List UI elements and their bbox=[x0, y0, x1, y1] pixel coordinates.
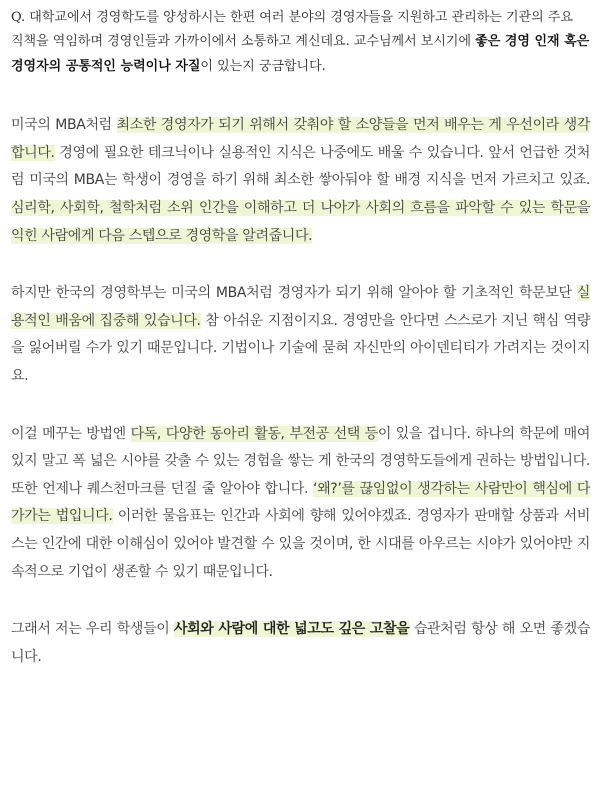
answer-text: 그래서 저는 우리 학생들이 bbox=[11, 621, 174, 638]
highlighted-text: 다독, 다양한 동아리 활동, 부전공 선택 등 bbox=[130, 425, 378, 442]
answer-text: 참 아쉬운 지점이지요. 경영만을 안다면 스스로가 지닌 핵심 역량을 잃어버릴 수가 있기 때문입니다. 기법이나 기술에 묻혀 자신만의 아이덴티티가 가려지는 것이지요. bbox=[11, 312, 590, 384]
answer-paragraph bbox=[11, 421, 590, 587]
highlighted-text: 실용적인 배움에 집중해 있습니다. bbox=[11, 285, 590, 329]
highlighted-text: 심리학, 사회학, 철학처럼 소위 인간을 이해하고 더 나아가 사회의 흐름을 파악할 수 있는 학문을 익힌 사람에게 다음 스텝으로 경영학을 알려줍니다. bbox=[11, 200, 590, 244]
interview-question bbox=[11, 6, 590, 79]
answer-text: 이러한 물음표는 인간과 사회에 향해 있어야겠죠. 경영자가 판매할 상품과 서비스는 인간에 대한 이해심이 있어야 발견할 수 있을 것이며, 한 시대를 아우르는 시야가 있어야만 지속적으로 기업이 생존할 수 있기 때문입니다. bbox=[11, 508, 591, 580]
answer-paragraph bbox=[11, 280, 590, 390]
question-emphasis: 좋은 경영 인재 혹은 경영자의 공통적인 능력이나 자질 bbox=[11, 34, 590, 74]
answer-text: 경영에 필요한 테크닉이나 실용적인 지식은 나중에도 배울 수 있습니다. 앞서 언급한 것처럼 미국의 MBA는 학생이 경영을 하기 위해 최소한 쌓아둬야 할 배경 지식을 먼저 가르치고 있죠. bbox=[11, 144, 590, 189]
answer-text: 미국의 MBA처럼 bbox=[11, 117, 117, 134]
answer-text: 이 있을 겁니다. 하나의 학문에 매여 있지 말고 폭 넓은 시야를 갖출 수 있는 경험을 쌓는 게 한국의 경영학도들에게 권하는 방법입니다. 또한 언제나 퀘스천마크를 던질 줄 알아야 합니다. bbox=[11, 425, 590, 497]
answer-text: 이걸 메꾸는 방법엔 bbox=[11, 425, 131, 442]
answer-text: 하지만 한국의 경영학부는 미국의 MBA처럼 경영자가 되기 위해 알아야 할 기초적인 학문보단 bbox=[11, 285, 577, 302]
answer-paragraph bbox=[11, 112, 590, 250]
highlighted-text: ‘왜?’를 끊임없이 생각하는 사람만이 핵심에 다가가는 법입니다. bbox=[11, 480, 590, 525]
highlighted-text: 최소한 경영자가 되기 위해서 갖춰야 할 소양들을 먼저 배우는 게 우선이라 생각합니다. bbox=[11, 117, 591, 161]
question-text: Q. 대학교에서 경영학도를 양성하시는 한편 여러 분야의 경영자들을 지원하고 관리하는 기관의 주요 직책을 역임하며 경영인들과 가까이에서 소통하고 계신데요. 교수님께서 보시기에 bbox=[11, 10, 573, 50]
interview-answer bbox=[11, 112, 590, 671]
question-text-end: 이 있는지 궁금합니다. bbox=[200, 58, 326, 74]
answer-text: 습관처럼 항상 해 오면 좋겠습니다. bbox=[11, 621, 590, 665]
answer-paragraph bbox=[11, 616, 590, 671]
highlighted-text: 사회와 사람에 대한 넓고도 깊은 고찰을 bbox=[173, 621, 410, 638]
